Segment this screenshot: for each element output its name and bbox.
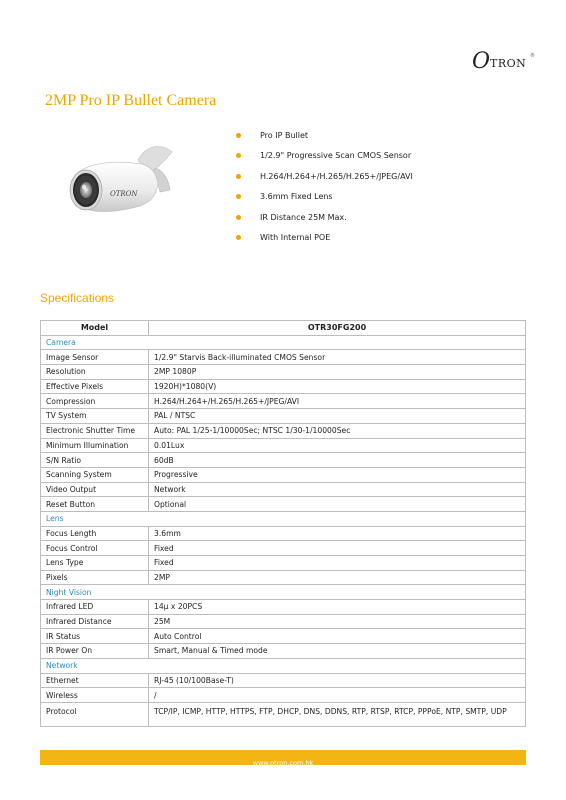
specifications-table: [40, 320, 526, 727]
feature-item: [236, 210, 413, 230]
spec-label: Infrared LED: [41, 600, 149, 615]
spec-label: TV System: [41, 409, 149, 424]
section-title: Lens: [41, 511, 526, 526]
spec-label: Wireless: [41, 688, 149, 703]
spec-value: Progressive: [149, 467, 526, 482]
table-row: [41, 570, 526, 585]
section-title: Network: [41, 658, 526, 673]
bullet-icon: [236, 133, 241, 138]
table-row: [41, 526, 526, 541]
section-title: Night Vision: [41, 585, 526, 600]
spec-value: TCP/IP, ICMP, HTTP, HTTPS, FTP, DHCP, DNS, DDNS, RTP, RTSP, RTCP, PPPoE, NTP, SMTP, UDP: [149, 702, 526, 726]
spec-label: Effective Pixels: [41, 379, 149, 394]
table-row: [41, 702, 526, 726]
brand-logo: [472, 48, 542, 78]
spec-label: Reset Button: [41, 497, 149, 512]
feature-item: [236, 169, 413, 189]
logo-letter-o: O: [472, 49, 491, 74]
section-row-night-vision: [41, 585, 526, 600]
footer-bar: [40, 750, 526, 765]
spec-label: Compression: [41, 394, 149, 409]
feature-text: Pro IP Bullet: [260, 131, 309, 140]
spec-value: H.264/H.264+/H.265/H.265+/JPEG/AVI: [149, 394, 526, 409]
table-row: [41, 614, 526, 629]
footer-website-link[interactable]: www.otron.com.hk: [252, 759, 314, 767]
feature-item: [236, 230, 413, 250]
feature-item: [236, 189, 413, 209]
spec-value: Auto: PAL 1/25-1/10000Sec; NTSC 1/30-1/10000Sec: [149, 423, 526, 438]
spec-label: Protocol: [41, 702, 149, 726]
spec-value: 14μ x 20PCS: [149, 600, 526, 615]
spec-label: Image Sensor: [41, 350, 149, 365]
spec-value: Smart, Manual & Timed mode: [149, 644, 526, 659]
section-row-lens: [41, 511, 526, 526]
spec-label: Ethernet: [41, 673, 149, 688]
section-row-network: [41, 658, 526, 673]
feature-text: H.264/H.264+/H.265/H.265+/JPEG/AVI: [260, 171, 413, 181]
spec-label: Scanning System: [41, 467, 149, 482]
spec-label: Focus Length: [41, 526, 149, 541]
table-row: [41, 482, 526, 497]
spec-value: Network: [149, 482, 526, 497]
table-row: [41, 453, 526, 468]
spec-label: IR Power On: [41, 644, 149, 659]
spec-label: Minimum Illumination: [41, 438, 149, 453]
table-row: [41, 600, 526, 615]
model-value: OTR30FG200: [149, 321, 526, 336]
spec-value: 2MP: [149, 570, 526, 585]
spec-value: Fixed: [149, 541, 526, 556]
table-row: [41, 438, 526, 453]
table-row: [41, 629, 526, 644]
bullet-icon: [236, 153, 241, 158]
section-title: Camera: [41, 335, 526, 350]
table-row: [41, 688, 526, 703]
spec-value: 60dB: [149, 453, 526, 468]
table-row: [41, 497, 526, 512]
spec-label: Resolution: [41, 365, 149, 380]
model-label: Model: [41, 321, 149, 336]
spec-label: Electronic Shutter Time: [41, 423, 149, 438]
feature-list: [236, 128, 413, 250]
table-row: [41, 644, 526, 659]
spec-label: Lens Type: [41, 556, 149, 571]
table-header-row: [41, 321, 526, 336]
specifications-heading: Specifications: [40, 291, 115, 305]
feature-text: 3.6mm Fixed Lens: [260, 192, 333, 202]
table-row: [41, 556, 526, 571]
table-row: [41, 365, 526, 380]
spec-value: 3.6mm: [149, 526, 526, 541]
spec-value: RJ-45 (10/100Base-T): [149, 673, 526, 688]
bullet-icon: [236, 174, 241, 179]
table-row: [41, 467, 526, 482]
table-row: [41, 541, 526, 556]
logo-wordmark: TRON: [490, 57, 527, 70]
product-title: 2MP Pro IP Bullet Camera: [45, 92, 217, 109]
table-row: [41, 423, 526, 438]
feature-item: [236, 148, 413, 168]
bullet-icon: [236, 194, 241, 199]
spec-value: 1/2.9" Starvis Back-illuminated CMOS Sensor: [149, 350, 526, 365]
spec-label: S/N Ratio: [41, 453, 149, 468]
bullet-icon: [236, 235, 241, 240]
section-row-camera: [41, 335, 526, 350]
spec-value: /: [149, 688, 526, 703]
table-row: [41, 673, 526, 688]
spec-label: Infrared Distance: [41, 614, 149, 629]
spec-value: 25M: [149, 614, 526, 629]
spec-value: Auto Control: [149, 629, 526, 644]
spec-value: 2MP 1080P: [149, 365, 526, 380]
feature-text: 1/2.9" Progressive Scan CMOS Sensor: [260, 151, 412, 161]
registered-mark: ®: [530, 53, 535, 59]
feature-item: [236, 128, 413, 148]
bullet-icon: [236, 215, 241, 220]
table-row: [41, 379, 526, 394]
spec-value: PAL / NTSC: [149, 409, 526, 424]
feature-text: IR Distance 25M Max.: [260, 212, 347, 222]
spec-value: Fixed: [149, 556, 526, 571]
table-row: [41, 350, 526, 365]
spec-label: IR Status: [41, 629, 149, 644]
spec-label: Pixels: [41, 570, 149, 585]
table-row: [41, 409, 526, 424]
table-row: [41, 394, 526, 409]
spec-label: Focus Control: [41, 541, 149, 556]
spec-value: Optional: [149, 497, 526, 512]
spec-value: 1920H)*1080(V): [149, 379, 526, 394]
camera-image: [60, 138, 188, 230]
camera-brand-mark: OTRON: [110, 190, 138, 198]
spec-label: Video Output: [41, 482, 149, 497]
spec-value: 0.01Lux: [149, 438, 526, 453]
feature-text: With Internal POE: [260, 232, 331, 242]
